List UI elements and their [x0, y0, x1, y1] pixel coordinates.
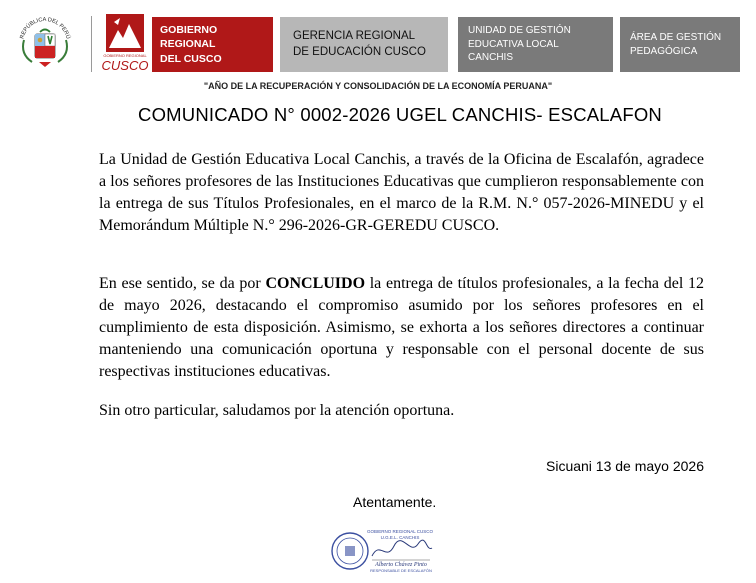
letterhead: [0, 0, 756, 80]
header-divider: [91, 16, 92, 72]
signatory-role: RESPONSABLE DE ESCALAFÓN: [370, 568, 432, 573]
header-box-gobierno-regional: [152, 17, 273, 72]
paragraph-2-emphasis: CONCLUIDO: [265, 275, 366, 292]
paragraph-1: La Unidad de Gestión Educativa Local Canchis, a través de la Oficina de Escalafón, agradece a los señores profesores de las Instituciones Educativas que cumplieron responsablemente con la entrega de sus Títulos Profesionales, en el marco de la R.M. N.° 057-2026-MINEDU y el Memorándum Múltiple N.° 296-2026-GR-GEREDU CUSCO.: [99, 151, 704, 234]
signature-stamp-icon: [326, 526, 438, 574]
box-line: ÁREA DE GESTIÓN: [630, 32, 722, 43]
box-line: UNIDAD DE GESTIÓN: [468, 25, 571, 37]
paragraph-2-start: En ese sentido, se da por: [99, 275, 266, 292]
cusco-logo-subtext: GOBIERNO REGIONAL: [103, 53, 147, 58]
box-line: EDUCATIVA LOCAL: [468, 38, 559, 50]
box-line: DE EDUCACIÓN CUSCO: [293, 45, 426, 58]
stamp-line-1: GOBIERNO REGIONAL CUSCO: [366, 529, 434, 534]
closing-salutation: Atentamente.: [353, 494, 437, 510]
stamp-line-2: U.G.E.L. CANCHIS: [380, 535, 420, 540]
header-box-ugel: [458, 17, 613, 72]
paragraph-2: [99, 273, 704, 383]
document-title: COMUNICADO N° 0002-2026 UGEL CANCHIS- ESCALAFON: [138, 104, 662, 125]
box-line: DEL CUSCO: [160, 52, 222, 65]
box-line: PEDAGÓGICA: [630, 45, 698, 57]
box-line: CANCHIS: [468, 52, 514, 64]
paragraph-3: Sin otro particular, saludamos por la atención oportuna.: [99, 402, 455, 419]
box-line: GERENCIA REGIONAL: [293, 29, 416, 42]
cusco-logo-text: CUSCO: [101, 58, 149, 73]
box-line: GOBIERNO REGIONAL: [160, 24, 218, 51]
paragraph-2-rest: la entrega de títulos profesionales, a la fecha del 12 de mayo 2026, destacando el compromiso asumido por los señores profesores en el cumplimiento de esta disposición. Asimismo, se exhorta a los señores directores a continuar manteniendo una comunicación oportuna y responsable con el personal docente de sus respectivas instituciones educativas.: [99, 275, 704, 380]
cusco-regional-logo-icon: [96, 12, 154, 74]
year-slogan: "AÑO DE LA RECUPERACIÓN Y CONSOLIDACIÓN DE LA ECONOMÍA PERUANA": [203, 81, 553, 91]
header-box-area-pedagogica: [620, 17, 740, 72]
signatory-name: Alberto Chávez Pinto: [375, 562, 427, 568]
peru-seal-text: REPÚBLICA DEL PERÚ: [19, 16, 71, 40]
header-box-gerencia: [280, 17, 448, 72]
peru-coat-of-arms-icon: [14, 10, 76, 72]
date-line: Sicuani 13 de mayo 2026: [546, 458, 704, 474]
